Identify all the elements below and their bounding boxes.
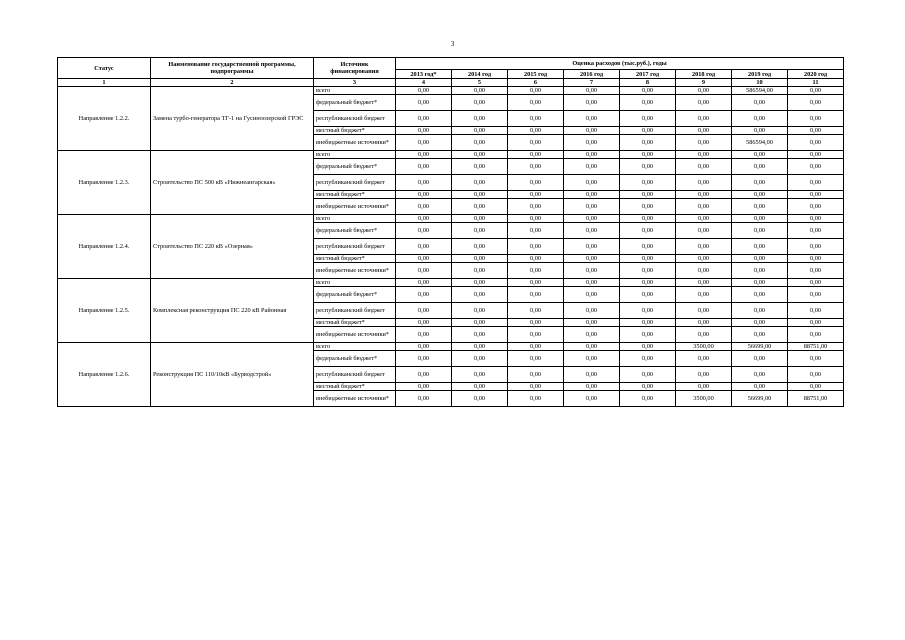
value-cell: 0,00 bbox=[564, 191, 620, 199]
value-cell: 0,00 bbox=[676, 223, 732, 239]
value-cell: 0,00 bbox=[676, 351, 732, 367]
value-cell: 0,00 bbox=[508, 191, 564, 199]
value-cell: 0,00 bbox=[508, 319, 564, 327]
header-status: Статус bbox=[58, 58, 151, 79]
value-cell: 0,00 bbox=[508, 135, 564, 151]
value-cell: 0,00 bbox=[508, 95, 564, 111]
status-cell: Направление 1.2.2. bbox=[58, 87, 151, 151]
value-cell: 0,00 bbox=[564, 199, 620, 215]
value-cell: 0,00 bbox=[788, 111, 844, 127]
value-cell: 0,00 bbox=[508, 199, 564, 215]
value-cell: 0,00 bbox=[732, 351, 788, 367]
value-cell: 0,00 bbox=[452, 135, 508, 151]
column-number: 6 bbox=[508, 79, 564, 87]
value-cell: 0,00 bbox=[396, 95, 452, 111]
status-cell: Направление 1.2.5. bbox=[58, 279, 151, 343]
value-cell: 0,00 bbox=[564, 127, 620, 135]
value-cell: 0,00 bbox=[452, 215, 508, 223]
value-cell: 0,00 bbox=[788, 263, 844, 279]
value-cell: 0,00 bbox=[676, 127, 732, 135]
value-cell: 0,00 bbox=[564, 159, 620, 175]
value-cell: 0,00 bbox=[564, 351, 620, 367]
value-cell: 0,00 bbox=[508, 351, 564, 367]
value-cell: 0,00 bbox=[396, 391, 452, 407]
value-cell: 0,00 bbox=[676, 111, 732, 127]
value-cell: 0,00 bbox=[788, 159, 844, 175]
value-cell: 0,00 bbox=[508, 343, 564, 351]
funding-source-cell: федеральный бюджет* bbox=[314, 351, 396, 367]
value-cell: 0,00 bbox=[620, 239, 676, 255]
funding-source-cell: республиканский бюджет bbox=[314, 111, 396, 127]
status-cell: Направление 1.2.3. bbox=[58, 151, 151, 215]
table-row bbox=[58, 343, 844, 351]
value-cell: 0,00 bbox=[396, 223, 452, 239]
funding-source-cell: местный бюджет* bbox=[314, 191, 396, 199]
value-cell: 0,00 bbox=[620, 391, 676, 407]
value-cell: 0,00 bbox=[452, 151, 508, 159]
funding-source-cell: всего bbox=[314, 279, 396, 287]
value-cell: 0,00 bbox=[676, 303, 732, 319]
value-cell: 0,00 bbox=[676, 175, 732, 191]
value-cell: 0,00 bbox=[396, 351, 452, 367]
program-name-cell: Строительство ПС 500 кВ «Нижнеангарская» bbox=[151, 151, 314, 215]
value-cell: 0,00 bbox=[620, 279, 676, 287]
value-cell: 0,00 bbox=[788, 255, 844, 263]
value-cell: 0,00 bbox=[508, 327, 564, 343]
column-number: 10 bbox=[732, 79, 788, 87]
value-cell: 0,00 bbox=[452, 255, 508, 263]
value-cell: 0,00 bbox=[676, 151, 732, 159]
program-name-cell: Строительство ПС 220 кВ «Озерная» bbox=[151, 215, 314, 279]
funding-source-cell: республиканский бюджет bbox=[314, 367, 396, 383]
value-cell: 56699,00 bbox=[732, 391, 788, 407]
value-cell: 0,00 bbox=[732, 159, 788, 175]
column-number: 1 bbox=[58, 79, 151, 87]
value-cell: 0,00 bbox=[732, 383, 788, 391]
column-number: 8 bbox=[620, 79, 676, 87]
column-number: 9 bbox=[676, 79, 732, 87]
value-cell: 0,00 bbox=[396, 199, 452, 215]
value-cell: 0,00 bbox=[452, 351, 508, 367]
value-cell: 0,00 bbox=[788, 327, 844, 343]
funding-source-cell: республиканский бюджет bbox=[314, 239, 396, 255]
value-cell: 0,00 bbox=[508, 287, 564, 303]
value-cell: 0,00 bbox=[508, 175, 564, 191]
value-cell: 0,00 bbox=[788, 351, 844, 367]
value-cell: 0,00 bbox=[564, 327, 620, 343]
value-cell: 0,00 bbox=[676, 383, 732, 391]
value-cell: 0,00 bbox=[788, 87, 844, 95]
value-cell: 0,00 bbox=[676, 287, 732, 303]
value-cell: 0,00 bbox=[620, 383, 676, 391]
value-cell: 0,00 bbox=[676, 367, 732, 383]
value-cell: 0,00 bbox=[620, 367, 676, 383]
value-cell: 0,00 bbox=[732, 367, 788, 383]
value-cell: 0,00 bbox=[396, 383, 452, 391]
funding-source-cell: внебюджетные источники* bbox=[314, 327, 396, 343]
value-cell: 0,00 bbox=[452, 95, 508, 111]
value-cell: 0,00 bbox=[564, 111, 620, 127]
value-cell: 0,00 bbox=[732, 279, 788, 287]
value-cell: 0,00 bbox=[620, 191, 676, 199]
header-year: 2015 год bbox=[508, 70, 564, 79]
funding-source-cell: внебюджетные источники* bbox=[314, 263, 396, 279]
value-cell: 0,00 bbox=[564, 223, 620, 239]
value-cell: 0,00 bbox=[788, 287, 844, 303]
value-cell: 0,00 bbox=[452, 239, 508, 255]
table-row bbox=[58, 279, 844, 287]
budget-table bbox=[57, 57, 844, 407]
column-number: 7 bbox=[564, 79, 620, 87]
value-cell: 0,00 bbox=[564, 391, 620, 407]
value-cell: 0,00 bbox=[452, 343, 508, 351]
funding-source-cell: местный бюджет* bbox=[314, 383, 396, 391]
value-cell: 0,00 bbox=[508, 255, 564, 263]
value-cell: 0,00 bbox=[676, 95, 732, 111]
value-cell: 586594,00 bbox=[732, 135, 788, 151]
value-cell: 0,00 bbox=[452, 327, 508, 343]
value-cell: 0,00 bbox=[508, 383, 564, 391]
value-cell: 0,00 bbox=[564, 343, 620, 351]
value-cell: 0,00 bbox=[508, 151, 564, 159]
value-cell: 0,00 bbox=[732, 239, 788, 255]
column-number: 4 bbox=[396, 79, 452, 87]
value-cell: 0,00 bbox=[396, 319, 452, 327]
value-cell: 0,00 bbox=[564, 255, 620, 263]
value-cell: 0,00 bbox=[452, 391, 508, 407]
value-cell: 0,00 bbox=[732, 223, 788, 239]
value-cell: 0,00 bbox=[676, 135, 732, 151]
value-cell: 0,00 bbox=[620, 319, 676, 327]
column-number: 3 bbox=[314, 79, 396, 87]
value-cell: 0,00 bbox=[452, 367, 508, 383]
value-cell: 0,00 bbox=[676, 87, 732, 95]
value-cell: 0,00 bbox=[620, 87, 676, 95]
value-cell: 0,00 bbox=[676, 319, 732, 327]
value-cell: 0,00 bbox=[788, 239, 844, 255]
value-cell: 0,00 bbox=[788, 223, 844, 239]
value-cell: 88751,00 bbox=[788, 391, 844, 407]
value-cell: 0,00 bbox=[788, 95, 844, 111]
value-cell: 0,00 bbox=[452, 263, 508, 279]
value-cell: 0,00 bbox=[620, 215, 676, 223]
value-cell: 0,00 bbox=[564, 239, 620, 255]
value-cell: 0,00 bbox=[620, 127, 676, 135]
value-cell: 0,00 bbox=[676, 159, 732, 175]
value-cell: 0,00 bbox=[620, 175, 676, 191]
value-cell: 0,00 bbox=[396, 343, 452, 351]
value-cell: 0,00 bbox=[508, 239, 564, 255]
value-cell: 586594,00 bbox=[732, 87, 788, 95]
value-cell: 0,00 bbox=[564, 135, 620, 151]
value-cell: 0,00 bbox=[508, 127, 564, 135]
value-cell: 0,00 bbox=[452, 383, 508, 391]
header-year: 2017 год bbox=[620, 70, 676, 79]
value-cell: 0,00 bbox=[732, 303, 788, 319]
value-cell: 0,00 bbox=[508, 215, 564, 223]
value-cell: 0,00 bbox=[564, 151, 620, 159]
value-cell: 0,00 bbox=[452, 319, 508, 327]
value-cell: 0,00 bbox=[620, 151, 676, 159]
value-cell: 0,00 bbox=[676, 255, 732, 263]
header-year: 2020 год bbox=[788, 70, 844, 79]
value-cell: 0,00 bbox=[564, 367, 620, 383]
value-cell: 0,00 bbox=[732, 215, 788, 223]
value-cell: 0,00 bbox=[788, 151, 844, 159]
funding-source-cell: федеральный бюджет* bbox=[314, 159, 396, 175]
value-cell: 0,00 bbox=[452, 287, 508, 303]
value-cell: 0,00 bbox=[788, 127, 844, 135]
value-cell: 0,00 bbox=[732, 95, 788, 111]
value-cell: 88751,00 bbox=[788, 343, 844, 351]
value-cell: 0,00 bbox=[508, 391, 564, 407]
value-cell: 0,00 bbox=[732, 255, 788, 263]
value-cell: 0,00 bbox=[732, 319, 788, 327]
value-cell: 0,00 bbox=[676, 191, 732, 199]
value-cell: 0,00 bbox=[676, 327, 732, 343]
value-cell: 0,00 bbox=[396, 327, 452, 343]
value-cell: 0,00 bbox=[620, 95, 676, 111]
value-cell: 0,00 bbox=[564, 383, 620, 391]
value-cell: 0,00 bbox=[508, 279, 564, 287]
value-cell: 0,00 bbox=[620, 303, 676, 319]
value-cell: 0,00 bbox=[452, 175, 508, 191]
value-cell: 0,00 bbox=[564, 279, 620, 287]
value-cell: 3500,00 bbox=[676, 391, 732, 407]
value-cell: 0,00 bbox=[452, 191, 508, 199]
value-cell: 0,00 bbox=[564, 87, 620, 95]
header-estimate: Оценка расходов (тыс.руб.), годы bbox=[396, 58, 844, 70]
value-cell: 0,00 bbox=[676, 239, 732, 255]
value-cell: 0,00 bbox=[452, 87, 508, 95]
value-cell: 0,00 bbox=[508, 111, 564, 127]
value-cell: 0,00 bbox=[620, 287, 676, 303]
table-row bbox=[58, 215, 844, 223]
funding-source-cell: всего bbox=[314, 87, 396, 95]
funding-source-cell: республиканский бюджет bbox=[314, 175, 396, 191]
value-cell: 0,00 bbox=[732, 327, 788, 343]
value-cell: 0,00 bbox=[788, 199, 844, 215]
value-cell: 0,00 bbox=[732, 191, 788, 199]
value-cell: 0,00 bbox=[396, 287, 452, 303]
value-cell: 0,00 bbox=[620, 223, 676, 239]
value-cell: 0,00 bbox=[620, 135, 676, 151]
header-year: 2019 год bbox=[732, 70, 788, 79]
value-cell: 0,00 bbox=[396, 303, 452, 319]
status-cell: Направление 1.2.4. bbox=[58, 215, 151, 279]
value-cell: 0,00 bbox=[508, 367, 564, 383]
value-cell: 0,00 bbox=[452, 111, 508, 127]
value-cell: 0,00 bbox=[620, 199, 676, 215]
header-year: 2013 год* bbox=[396, 70, 452, 79]
value-cell: 0,00 bbox=[564, 303, 620, 319]
value-cell: 0,00 bbox=[732, 199, 788, 215]
funding-source-cell: всего bbox=[314, 151, 396, 159]
column-number: 2 bbox=[151, 79, 314, 87]
funding-source-cell: всего bbox=[314, 343, 396, 351]
value-cell: 0,00 bbox=[452, 127, 508, 135]
value-cell: 0,00 bbox=[396, 151, 452, 159]
table-row bbox=[58, 87, 844, 95]
value-cell: 0,00 bbox=[396, 111, 452, 127]
value-cell: 0,00 bbox=[788, 319, 844, 327]
value-cell: 0,00 bbox=[452, 303, 508, 319]
value-cell: 0,00 bbox=[508, 87, 564, 95]
status-cell: Направление 1.2.6. bbox=[58, 343, 151, 407]
value-cell: 0,00 bbox=[620, 351, 676, 367]
value-cell: 0,00 bbox=[676, 215, 732, 223]
value-cell: 0,00 bbox=[396, 191, 452, 199]
value-cell: 0,00 bbox=[396, 87, 452, 95]
funding-source-cell: местный бюджет* bbox=[314, 127, 396, 135]
value-cell: 0,00 bbox=[564, 319, 620, 327]
funding-source-cell: местный бюджет* bbox=[314, 255, 396, 263]
column-number: 5 bbox=[452, 79, 508, 87]
value-cell: 0,00 bbox=[620, 263, 676, 279]
value-cell: 0,00 bbox=[788, 135, 844, 151]
value-cell: 56699,00 bbox=[732, 343, 788, 351]
value-cell: 0,00 bbox=[396, 255, 452, 263]
value-cell: 0,00 bbox=[396, 263, 452, 279]
value-cell: 0,00 bbox=[508, 159, 564, 175]
funding-source-cell: федеральный бюджет* bbox=[314, 95, 396, 111]
value-cell: 0,00 bbox=[508, 263, 564, 279]
value-cell: 0,00 bbox=[396, 127, 452, 135]
funding-source-cell: внебюджетные источники* bbox=[314, 391, 396, 407]
value-cell: 0,00 bbox=[788, 367, 844, 383]
page-number: 3 bbox=[450, 40, 455, 48]
value-cell: 0,00 bbox=[396, 367, 452, 383]
value-cell: 0,00 bbox=[676, 263, 732, 279]
value-cell: 3500,00 bbox=[676, 343, 732, 351]
value-cell: 0,00 bbox=[732, 151, 788, 159]
value-cell: 0,00 bbox=[732, 263, 788, 279]
value-cell: 0,00 bbox=[508, 223, 564, 239]
header-name: Наименование государственной программы, подпрограммы bbox=[151, 58, 314, 79]
funding-source-cell: внебюджетные источники* bbox=[314, 199, 396, 215]
funding-source-cell: всего bbox=[314, 215, 396, 223]
program-name-cell: Реконструкция ПС 110/10кВ «Бурводстрой» bbox=[151, 343, 314, 407]
program-name-cell: Замена турбо-генератора ТГ-1 на Гусиноозерской ГРЭС bbox=[151, 87, 314, 151]
value-cell: 0,00 bbox=[788, 303, 844, 319]
funding-source-cell: республиканский бюджет bbox=[314, 303, 396, 319]
value-cell: 0,00 bbox=[564, 175, 620, 191]
value-cell: 0,00 bbox=[564, 263, 620, 279]
value-cell: 0,00 bbox=[620, 159, 676, 175]
value-cell: 0,00 bbox=[732, 127, 788, 135]
value-cell: 0,00 bbox=[396, 159, 452, 175]
value-cell: 0,00 bbox=[676, 199, 732, 215]
header-year: 2016 год bbox=[564, 70, 620, 79]
value-cell: 0,00 bbox=[788, 279, 844, 287]
value-cell: 0,00 bbox=[452, 279, 508, 287]
value-cell: 0,00 bbox=[732, 111, 788, 127]
funding-source-cell: внебюджетные источники* bbox=[314, 135, 396, 151]
value-cell: 0,00 bbox=[732, 287, 788, 303]
value-cell: 0,00 bbox=[732, 175, 788, 191]
value-cell: 0,00 bbox=[620, 343, 676, 351]
value-cell: 0,00 bbox=[788, 191, 844, 199]
value-cell: 0,00 bbox=[396, 135, 452, 151]
value-cell: 0,00 bbox=[620, 255, 676, 263]
value-cell: 0,00 bbox=[788, 383, 844, 391]
value-cell: 0,00 bbox=[564, 287, 620, 303]
value-cell: 0,00 bbox=[620, 327, 676, 343]
funding-source-cell: федеральный бюджет* bbox=[314, 287, 396, 303]
value-cell: 0,00 bbox=[396, 279, 452, 287]
value-cell: 0,00 bbox=[564, 95, 620, 111]
header-year: 2014 год bbox=[452, 70, 508, 79]
value-cell: 0,00 bbox=[508, 303, 564, 319]
value-cell: 0,00 bbox=[452, 159, 508, 175]
header-year: 2018 год bbox=[676, 70, 732, 79]
value-cell: 0,00 bbox=[396, 215, 452, 223]
value-cell: 0,00 bbox=[620, 111, 676, 127]
value-cell: 0,00 bbox=[788, 175, 844, 191]
value-cell: 0,00 bbox=[564, 215, 620, 223]
value-cell: 0,00 bbox=[396, 239, 452, 255]
table-row bbox=[58, 151, 844, 159]
value-cell: 0,00 bbox=[676, 279, 732, 287]
header-source: Источник финансирования bbox=[314, 58, 396, 79]
column-number: 11 bbox=[788, 79, 844, 87]
value-cell: 0,00 bbox=[396, 175, 452, 191]
funding-source-cell: федеральный бюджет* bbox=[314, 223, 396, 239]
value-cell: 0,00 bbox=[788, 215, 844, 223]
program-name-cell: Комплексная реконструкция ПС 220 кВ Районная bbox=[151, 279, 314, 343]
value-cell: 0,00 bbox=[452, 199, 508, 215]
value-cell: 0,00 bbox=[452, 223, 508, 239]
funding-source-cell: местный бюджет* bbox=[314, 319, 396, 327]
